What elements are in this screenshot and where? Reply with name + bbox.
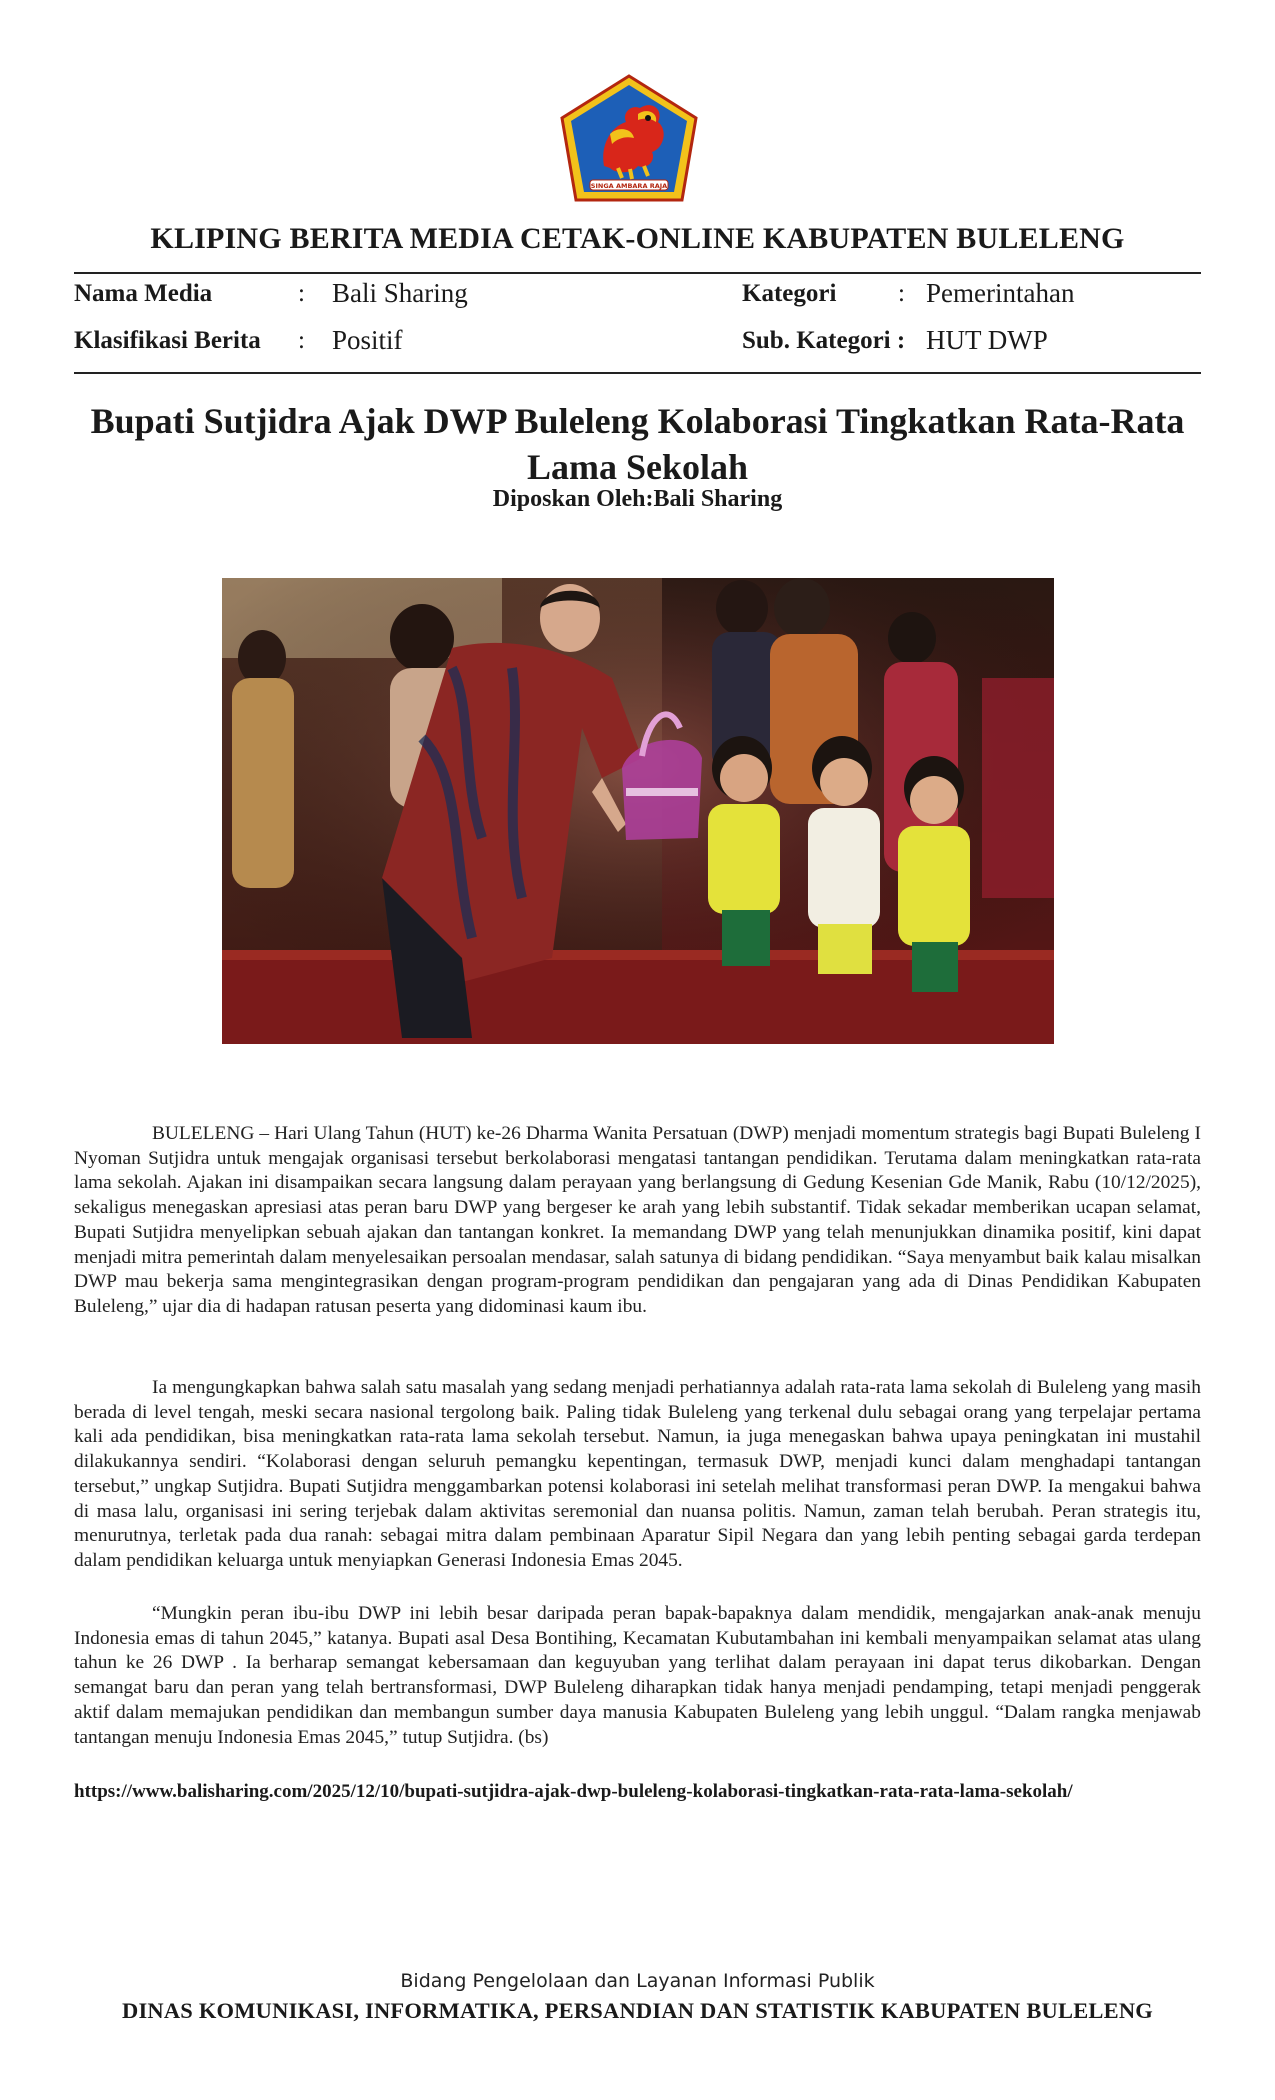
article-title: Bupati Sutjidra Ajak DWP Buleleng Kolaborasi Tingkatkan Rata-Rata Lama Sekolah xyxy=(90,401,1185,487)
nama-media-value: Bali Sharing xyxy=(332,278,468,308)
article-paragraph-3: “Mungkin peran ibu-ibu DWP ini lebih besar daripada peran bapak-bapaknya dalam mendidik, mengajarkan anak-anak menuju Indonesia emas di tahun 2045,” katanya. Bupati asal Desa Bontihing, Kecamatan Kubutambahan ini kembali menyampaikan selamat atas ulang tahun ke 26 DWP . Ia berharap semangat kebersamaan dan keguyuban yang terlihat dalam perayaan ini dapat terus dikobarkan. Dengan semangat baru dan peran yang telah bertransformasi, DWP Buleleng diharapkan tidak hanya menjadi pendamping, tetapi menjadi penggerak aktif dalam memajukan pendidikan dan membangun sumber daya manusia Kabupaten Buleleng yang lebih unggul. “Dalam rangka menjawab tantangan menuju Indonesia Emas 2045,” tutup Sutjidra. (bs) xyxy=(74,1603,1201,1748)
header-rule-top xyxy=(74,272,1201,274)
article-photo xyxy=(222,578,1054,1044)
clipping-header-title: KLIPING BERITA MEDIA CETAK-ONLINE KABUPATEN BULELENG xyxy=(150,222,1125,255)
sub-kategori-label: Sub. Kategori : xyxy=(742,327,906,354)
header-rule-bottom xyxy=(74,372,1201,374)
nama-media-label: Nama Media xyxy=(74,280,213,307)
source-url-link[interactable]: https://www.balisharing.com/2025/12/10/bupati-sutjidra-ajak-dwp-buleleng-kolaborasi-tingkatkan-rata-rata-lama-sekolah/ xyxy=(74,1781,1073,1802)
kategori-value: Pemerintahan xyxy=(926,278,1075,308)
footer-subtitle: Bidang Pengelolaan dan Layanan Informasi Publik xyxy=(400,1970,875,1992)
logo-motto-text: SINGA AMBARA RAJA xyxy=(590,182,668,190)
nama-media-separator: : xyxy=(298,280,305,307)
article-paragraph-1: BULELENG – Hari Ulang Tahun (HUT) ke-26 Dharma Wanita Persatuan (DWP) menjadi momentum strategis bagi Bupati Buleleng I Nyoman Sutjidra untuk mengajak organisasi tersebut berkolaborasi mengatasi tantangan pendidikan. Terutama dalam meningkatkan rata-rata lama sekolah. Ajakan ini disampaikan secara langsung dalam perayaan yang berlangsung di Gedung Kesenian Gde Manik, Rabu (10/12/2025), sekaligus menegaskan apresiasi atas peran baru DWP yang bergeser ke arah yang lebih substantif. Tidak sekadar memberikan ucapan selamat, Bupati Sutjidra menyelipkan sebuah ajakan dan tantangan konkret. Ia memandang DWP yang telah menunjukkan dinamika positif, kini dapat menjadi mitra pemerintah dalam menyelesaikan persoalan mendasar, salah satunya di bidang pendidikan. “Saya menyambut baik kalau misalkan DWP mau bekerja sama mengintegrasikan dengan program-program pendidikan dan pengajaran yang ada di Dinas Pendidikan Kabupaten Buleleng,” ujar dia di hadapan ratusan peserta yang didominasi kaum ibu. xyxy=(74,1123,1201,1317)
buleleng-emblem-logo xyxy=(560,74,698,204)
klasifikasi-berita-label: Klasifikasi Berita xyxy=(74,327,261,354)
footer-title: DINAS KOMUNIKASI, INFORMATIKA, PERSANDIAN DAN STATISTIK KABUPATEN BULELENG xyxy=(122,1998,1153,2023)
sub-kategori-value: HUT DWP xyxy=(926,325,1048,355)
article-byline: Diposkan Oleh:Bali Sharing xyxy=(492,486,783,512)
klasifikasi-berita-value: Positif xyxy=(332,325,403,355)
kategori-separator: : xyxy=(898,280,905,307)
klasifikasi-separator: : xyxy=(298,327,305,354)
article-paragraph-2: Ia mengungkapkan bahwa salah satu masalah yang sedang menjadi perhatiannya adalah rata-rata lama sekolah di Buleleng yang masih berada di level tengah, meski secara nasional tergolong baik. Paling tidak Buleleng yang terkenal dulu sebagai orang yang terpelajar pertama kali ada pendidikan, bisa meningkatkan rata-rata lama sekolah tersebut. Namun, ia juga menegaskan bahwa upaya peningkatan ini mustahil dilakukannya sendiri. “Kolaborasi dengan seluruh pemangku kepentingan, termasuk DWP, menjadi kunci dalam menghadapi tantangan tersebut,” ungkap Sutjidra. Bupati Sutjidra menggambarkan potensi kolaborasi ini setelah melihat transformasi peran DWP. Ia mengakui bahwa di masa lalu, organisasi ini sering terjebak dalam aktivitas seremonial dan nuansa politis. Namun, zaman telah berubah. Peran strategis itu, menurutnya, terletak pada dua ranah: sebagai mitra dalam pembinaan Aparatur Sipil Negara dan yang lebih penting sebagai garda terdepan dalam pendidikan keluarga untuk menyiapkan Generasi Indonesia Emas 2045. xyxy=(74,1377,1201,1571)
kategori-label: Kategori xyxy=(742,280,837,307)
